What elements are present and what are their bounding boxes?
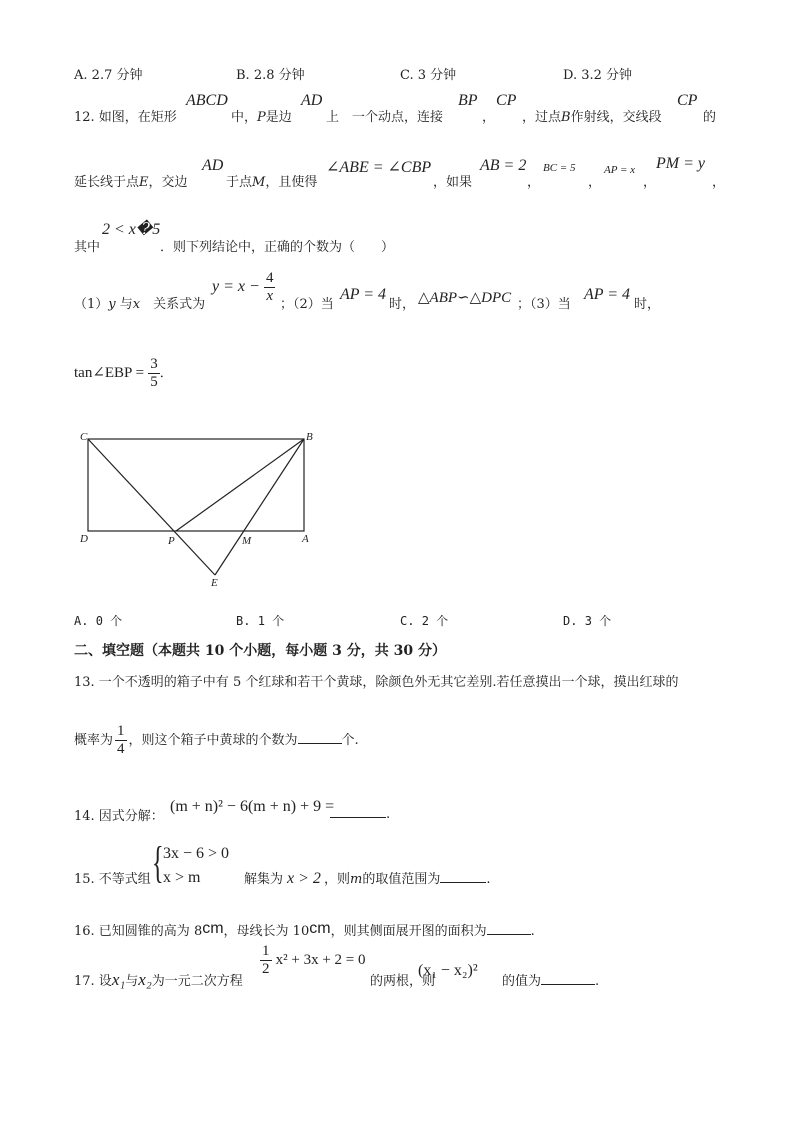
q17-text-2: 的值为 . [502,974,600,989]
label-d: D [80,533,88,545]
q11-option-d: D. 3.2 分钟 [563,68,633,83]
q12-angle-equation: ∠ABE = ∠CBP [326,159,432,176]
q12-ad-3: AD [202,157,224,174]
q15-solution: x > 2 [287,870,321,887]
q12-relation-expr: y = x − $\frac{4}{x}$ [212,270,274,304]
q11-option-a: A. 2.7 分钟 [74,68,143,83]
q17-equation: $\frac{1}{2}$ x² + 3x + 2 = 0 [262,943,366,977]
q12-stem-line1: 12. 如图，在矩形 [74,110,177,125]
q12-cp-2: CP [677,92,698,109]
q14-stem: 14. 因式分解： [74,809,164,824]
label-a: A [302,533,309,545]
label-m: M [242,535,252,547]
q15-inequality-1: 3x − 6 > 0 [163,845,230,862]
q12-text-4: 的 [703,110,717,125]
q12-question: ．则下列结论中，正确的个数为（ ） [160,240,395,255]
q12-option-c: C. 2 个 [400,614,449,628]
q12-comma-3: ， [588,175,602,190]
q12-conclusion-3: ；（3）当 [517,297,571,312]
q12-ab-value: AB = 2 [480,157,527,174]
q13-stem-line2: 概率为 $\frac{1}{4}$ ，则这个箱子中黄球的个数为 个. [74,723,359,757]
q12-text-5: 于点M，且使得 [226,175,318,190]
q17-stem: 17. 设x₁与x₂为一元二次方程 [74,970,243,989]
q12-text: 中，P是边 [231,110,292,125]
q12-stem-line3: 其中 [74,240,101,255]
q12-bp: BP [458,92,478,109]
q12-ap-4-a: AP = 4 [340,286,387,303]
q14-answer-blank[interactable] [330,805,386,818]
q13-stem-line1: 13. 一个不透明的箱子中有 5 个红球和若干个黄球，除颜色外无其它差别.若任意摸出一个球，摸出红球的 [74,675,679,690]
q17-expression: (x₁ − x₂)² [418,962,478,979]
q12-comma-2: ， [527,175,541,190]
q16-stem: 16. 已知圆锥的高为 8cm，母线长为 10cm，则其侧面展开图的面积为 . [74,920,535,939]
q11-option-b: B. 2.8 分钟 [236,68,305,83]
q15-answer-blank[interactable] [440,870,486,883]
q15-inequality-2: x > m [163,869,201,886]
q12-similar-triangles: △ABP∽△DPC [418,290,512,306]
label-b: B [306,431,313,443]
label-c: C [80,431,88,443]
q12-text-2: 上 一个动点，连接 [326,110,444,125]
section-2-heading: 二、填空题（本题共 10 个小题，每小题 3 分，共 30 分） [74,643,446,659]
q12-bc-value: BC = 5 [543,162,576,174]
q17-text: 的两根，则 [370,974,436,989]
q16-answer-blank[interactable] [487,922,531,935]
q12-ap-value: AP = x [604,164,636,176]
q12-range: 2 < x�5 [102,221,161,238]
q15-stem: 15. 不等式组 [74,872,151,887]
q12-text-3: ，过点B作射线，交线段 [522,110,662,125]
q13-answer-blank[interactable] [298,731,342,744]
label-e: E [211,577,218,588]
line-be [215,439,304,575]
q12-text-6: ，如果 [433,175,473,190]
q17-answer-blank[interactable] [541,972,595,985]
q12-option-b: B. 1 个 [236,614,285,628]
q12-geometry-figure [70,428,330,588]
line-bp [176,439,304,531]
q12-rect-name: ABCD [186,92,228,109]
q14-answer-line: . [330,805,390,822]
q12-ap-4-b: AP = 4 [584,286,631,303]
q12-conclusion-2: ；（2）当 [280,297,334,312]
q12-ad: AD [301,92,323,109]
q15-text-2: ，则m的取值范围为 . [324,872,491,887]
q15-text: 解集为 [244,872,284,887]
q12-conclusion-1: （1）y 与x 关系式为 [74,297,206,312]
label-p: P [168,535,175,547]
q15-brace: { [152,838,164,887]
q12-stem-line2: 延长线于点E，交边 [74,175,188,190]
q12-comma-5: ， [712,175,726,190]
q12-pm-value: PM = y [656,155,705,172]
q12-cp: CP [496,92,517,109]
q12-comma-4: ， [643,175,657,190]
q12-tan-expr: tan∠EBP = $\frac{3}{5}$ ． [74,356,173,390]
q12-text-7: 时， [389,297,416,312]
q12-option-a: A. 0 个 [74,614,123,628]
q12-text-8: 时， [634,297,661,312]
line-ce [88,439,215,575]
q12-option-d: D. 3 个 [563,614,612,628]
q12-comma: ， [482,110,496,125]
q14-expression: (m + n)² − 6(m + n) + 9 = [170,798,335,815]
q11-option-c: C. 3 分钟 [400,68,457,83]
